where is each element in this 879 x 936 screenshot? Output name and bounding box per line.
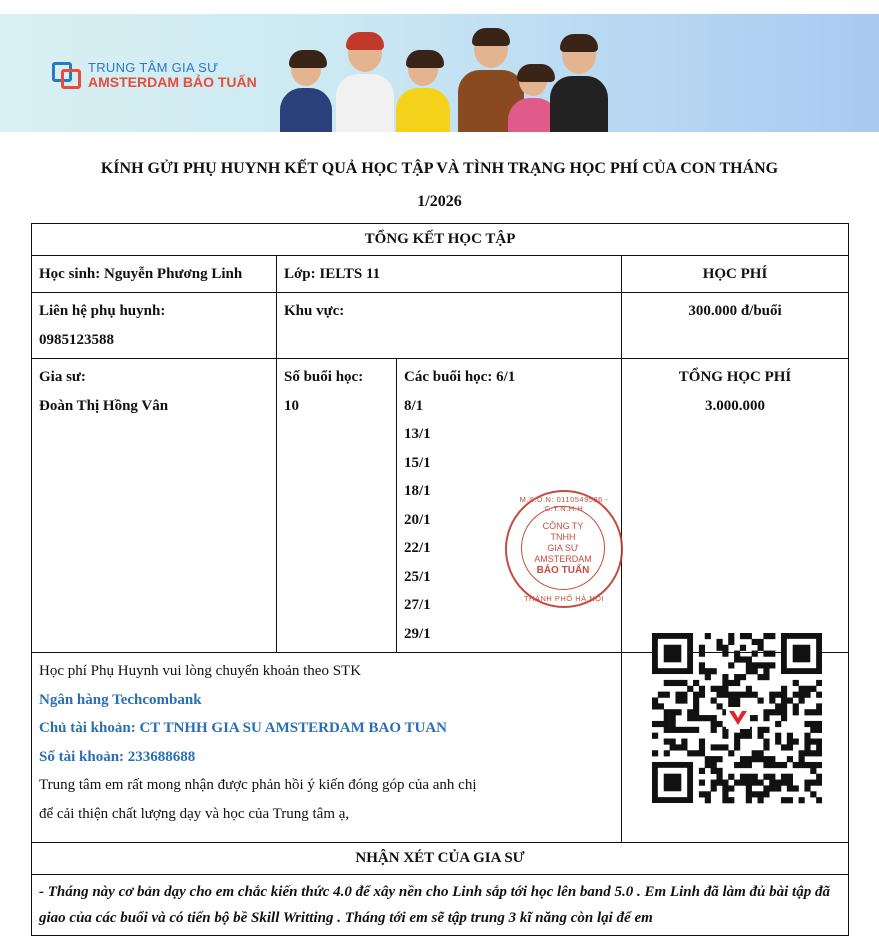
report-heading-line2: 1/2026 xyxy=(417,193,462,210)
session-date: 18/1 xyxy=(404,483,431,499)
session-date: 8/1 xyxy=(404,397,424,414)
report-table xyxy=(31,223,849,936)
session-date: 20/1 xyxy=(404,511,431,528)
total-fee-header: TỔNG HỌC PHÍ xyxy=(678,369,792,385)
payment-info xyxy=(32,653,622,843)
stamp-line1: CÔNG TY xyxy=(542,520,584,531)
feedback-line1: Trung tâm em rất mong nhận được phản hồi ý kiến đóng góp của anh chị xyxy=(39,777,477,793)
fee-header: HỌC PHÍ xyxy=(622,255,849,293)
payment-intro: Học phí Phụ Huynh vui lòng chuyển khoản theo STK xyxy=(39,663,362,679)
total-fee: 3.000.000 xyxy=(705,397,766,414)
feedback-line2: để cải thiện chất lượng dạy và học của Trung tâm ạ, xyxy=(39,805,350,822)
sessions-count: 10 xyxy=(284,397,299,414)
payment-qr-code-icon xyxy=(652,633,822,805)
session-date: 22/1 xyxy=(404,540,431,556)
stamp-line2: TNHH xyxy=(550,531,576,542)
total-fee-cell xyxy=(622,359,849,653)
session-date: 29/1 xyxy=(404,625,431,642)
logo-line1: TRUNG TÂM GIA SƯ xyxy=(88,60,219,75)
sessions-label: Số buổi học: xyxy=(284,369,364,385)
tutor-name: Đoàn Thị Hồng Vân xyxy=(39,397,169,414)
area-label: Khu vực: xyxy=(277,293,622,359)
header-banner xyxy=(0,14,879,132)
banner-photo xyxy=(272,32,612,132)
parent-contact-label: Liên hệ phụ huynh: xyxy=(39,303,166,319)
stamp-line3: GIA SƯ AMSTERDAM xyxy=(534,542,592,564)
session-date: 15/1 xyxy=(404,454,431,471)
tutor-cell xyxy=(32,359,277,653)
tutor-label: Gia sư: xyxy=(39,369,86,385)
review-text: - Tháng này cơ bản dạy cho em chắc kiến thức 4.0 để xây nền cho Linh sắp tới học lên band 5.0 . Em Linh đã làm đủ bài tập đã giao của các buổi và có tiến bộ bề Skill Writting . Tháng tới em sẽ tập trung 3 kĩ năng còn lại để em xyxy=(32,874,849,935)
student-name: Học sinh: Nguyễn Phương Linh xyxy=(32,255,277,293)
report-heading xyxy=(0,152,879,218)
center-logo xyxy=(52,60,257,90)
company-stamp xyxy=(505,490,623,608)
account-number: Số tài khoản: 233688688 xyxy=(39,748,196,765)
report-heading-line1: KÍNH GỬI PHỤ HUYNH KẾT QUẢ HỌC TẬP VÀ TÌNH TRẠNG HỌC PHÍ CỦA CON THÁNG xyxy=(100,160,779,177)
logo-line2: AMSTERDAM BẢO TUẤN xyxy=(88,74,257,90)
stamp-ring-top: M.S.D.N: 0110549586 - C.T.N.H.H xyxy=(519,495,609,513)
account-holder: Chủ tài khoản: CT TNHH GIA SU AMSTERDAM BAO TUAN xyxy=(39,720,448,736)
class-name: Lớp: IELTS 11 xyxy=(277,255,622,293)
session-date: 27/1 xyxy=(404,597,431,613)
session-dates-label: Các buổi học: 6/1 xyxy=(404,369,516,385)
stamp-line4: BẢO TUẤN xyxy=(536,564,590,576)
logo-mark-icon xyxy=(52,62,82,88)
session-date: 13/1 xyxy=(404,426,431,442)
review-title: NHẬN XÉT CỦA GIA SƯ xyxy=(32,843,849,875)
bank-name: Ngân hàng Techcombank xyxy=(39,691,202,708)
stamp-ring-bottom: THÀNH PHỐ HÀ NỘI xyxy=(523,594,605,603)
summary-title: TỔNG KẾT HỌC TẬP xyxy=(32,224,849,256)
parent-contact xyxy=(32,293,277,359)
fee-per-session: 300.000 đ/buổi xyxy=(622,293,849,359)
parent-phone: 0985123588 xyxy=(39,331,114,348)
session-date: 25/1 xyxy=(404,568,431,585)
sessions-count-cell xyxy=(277,359,397,653)
